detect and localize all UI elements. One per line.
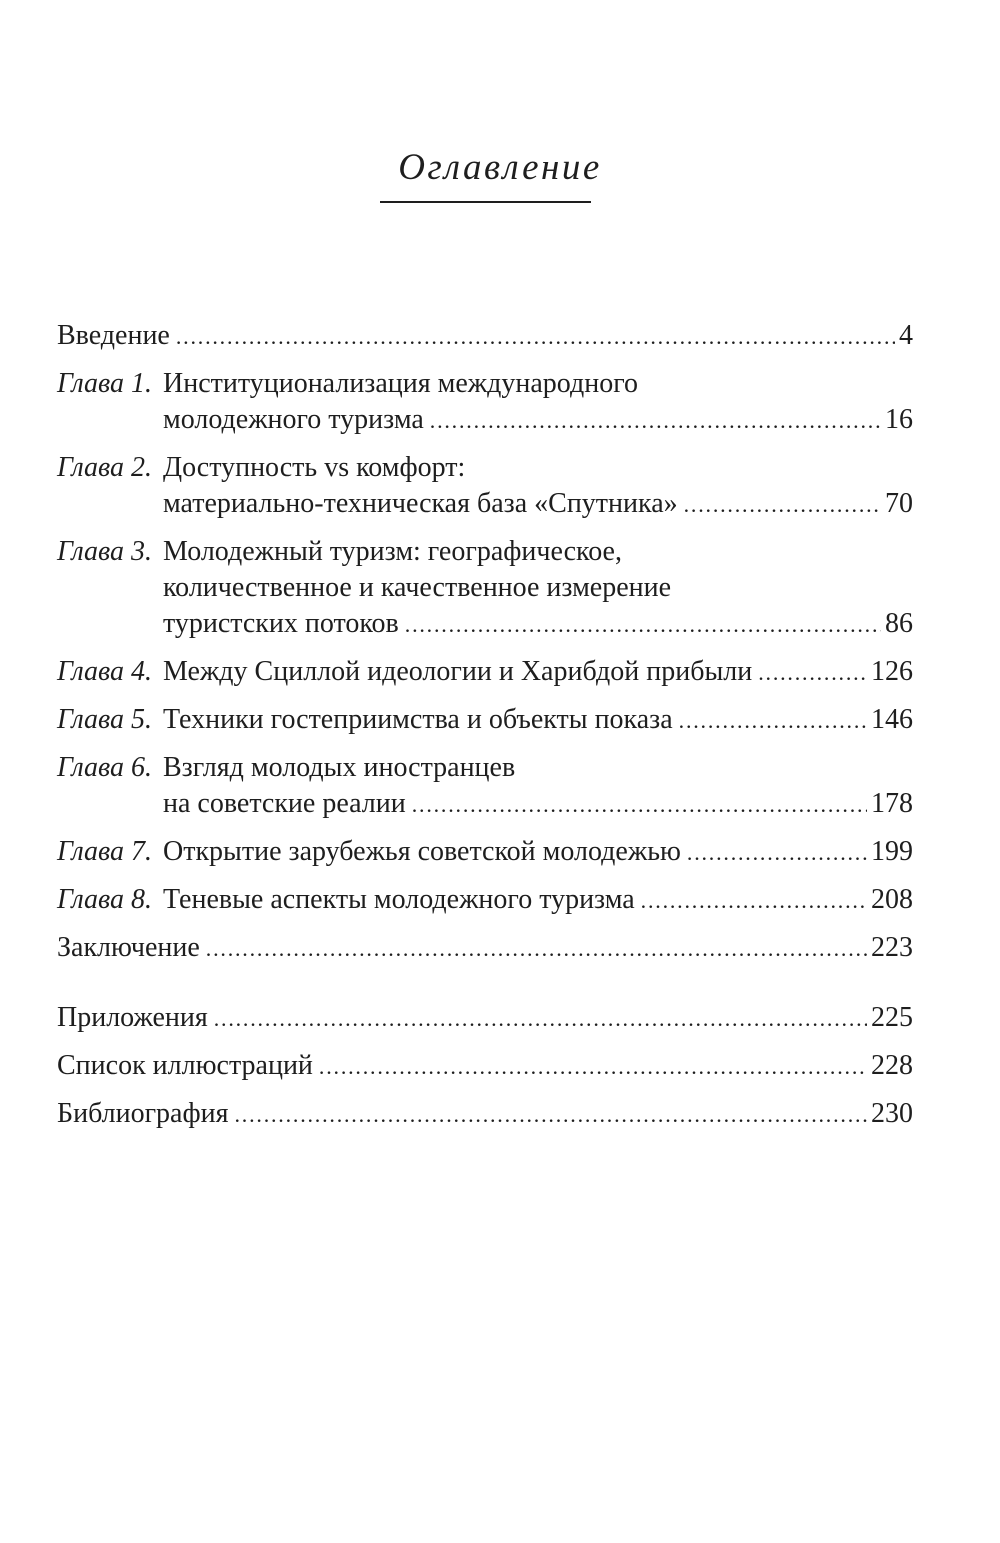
toc-page-number: 178 <box>871 788 913 819</box>
toc-entry-introduction[interactable] <box>57 318 913 355</box>
dot-leader <box>405 607 881 643</box>
toc-entry-chapter-2[interactable] <box>57 450 913 523</box>
toc-page-number: 70 <box>885 488 913 519</box>
toc-entry-bibliography[interactable] <box>57 1096 913 1133</box>
toc-entry-title: на советские реалии <box>163 788 406 819</box>
chapter-label: Глава 2. <box>57 452 152 483</box>
toc-entry-title: Теневые аспекты молодежного туризма <box>163 884 635 915</box>
toc-entry-title: количественное и качественное измерение <box>163 572 672 603</box>
toc-page-number: 4 <box>899 320 913 351</box>
toc-entry-title: материально-техническая база «Спутника» <box>163 488 678 519</box>
dot-leader <box>684 487 881 523</box>
dot-leader <box>758 655 867 691</box>
toc-entry-title: молодежного туризма <box>163 404 424 435</box>
toc-entry-illustrations[interactable] <box>57 1048 913 1085</box>
toc-entry-chapter-6[interactable] <box>57 750 913 823</box>
toc-entry-conclusion[interactable] <box>57 930 913 967</box>
toc-page-number: 86 <box>885 608 913 639</box>
chapter-label: Глава 5. <box>57 704 152 735</box>
toc-page-number: 16 <box>885 404 913 435</box>
dot-leader <box>641 883 867 919</box>
dot-leader <box>412 787 867 823</box>
toc-entry-chapter-8[interactable] <box>57 882 913 919</box>
toc-page-number: 228 <box>871 1050 913 1081</box>
toc-entry-title: Список иллюстраций <box>57 1050 313 1081</box>
dot-leader <box>206 931 867 967</box>
toc-entry-title: Техники гостеприимства и объекты показа <box>163 704 673 735</box>
toc-entry-title: туристских потоков <box>163 608 399 639</box>
dot-leader <box>679 703 867 739</box>
dot-leader <box>430 403 881 439</box>
toc-page-number: 146 <box>871 704 913 735</box>
chapter-label: Глава 7. <box>57 836 152 867</box>
toc-entry-title: Между Сциллой идеологии и Харибдой прибыли <box>163 656 753 687</box>
page-title: Оглавление <box>398 147 602 188</box>
table-of-contents <box>57 318 913 1144</box>
toc-page-number: 208 <box>871 884 913 915</box>
toc-entry-title: Институционализация международного <box>163 368 639 399</box>
toc-entry-title: Библиография <box>57 1098 229 1129</box>
toc-entry-chapter-4[interactable] <box>57 654 913 691</box>
title-underline <box>380 201 591 203</box>
toc-entry-title: Взгляд молодых иностранцев <box>163 752 516 783</box>
toc-page-number: 199 <box>871 836 913 867</box>
toc-entry-title: Приложения <box>57 1002 208 1033</box>
toc-entry-chapter-1[interactable] <box>57 366 913 439</box>
toc-entry-title: Введение <box>57 320 170 351</box>
dot-leader <box>235 1097 868 1133</box>
toc-entry-title: Заключение <box>57 932 200 963</box>
toc-page-number: 126 <box>871 656 913 687</box>
toc-entry-chapter-7[interactable] <box>57 834 913 871</box>
toc-entry-title: Доступность vs комфорт: <box>163 452 466 483</box>
toc-page-number: 225 <box>871 1002 913 1033</box>
dot-leader <box>176 319 895 355</box>
toc-entry-title: Открытие зарубежья советской молодежью <box>163 836 681 867</box>
toc-entry-appendices[interactable] <box>57 1000 913 1037</box>
dot-leader <box>687 835 867 871</box>
toc-entry-title: Молодежный туризм: географическое, <box>163 536 622 567</box>
chapter-label: Глава 3. <box>57 536 152 567</box>
toc-entry-chapter-5[interactable] <box>57 702 913 739</box>
chapter-label: Глава 8. <box>57 884 152 915</box>
dot-leader <box>319 1049 867 1085</box>
toc-page-number: 223 <box>871 932 913 963</box>
dot-leader <box>214 1001 867 1037</box>
chapter-label: Глава 1. <box>57 368 152 399</box>
chapter-label: Глава 6. <box>57 752 152 783</box>
toc-entry-chapter-3[interactable] <box>57 534 913 643</box>
toc-page-number: 230 <box>871 1098 913 1129</box>
chapter-label: Глава 4. <box>57 656 152 687</box>
